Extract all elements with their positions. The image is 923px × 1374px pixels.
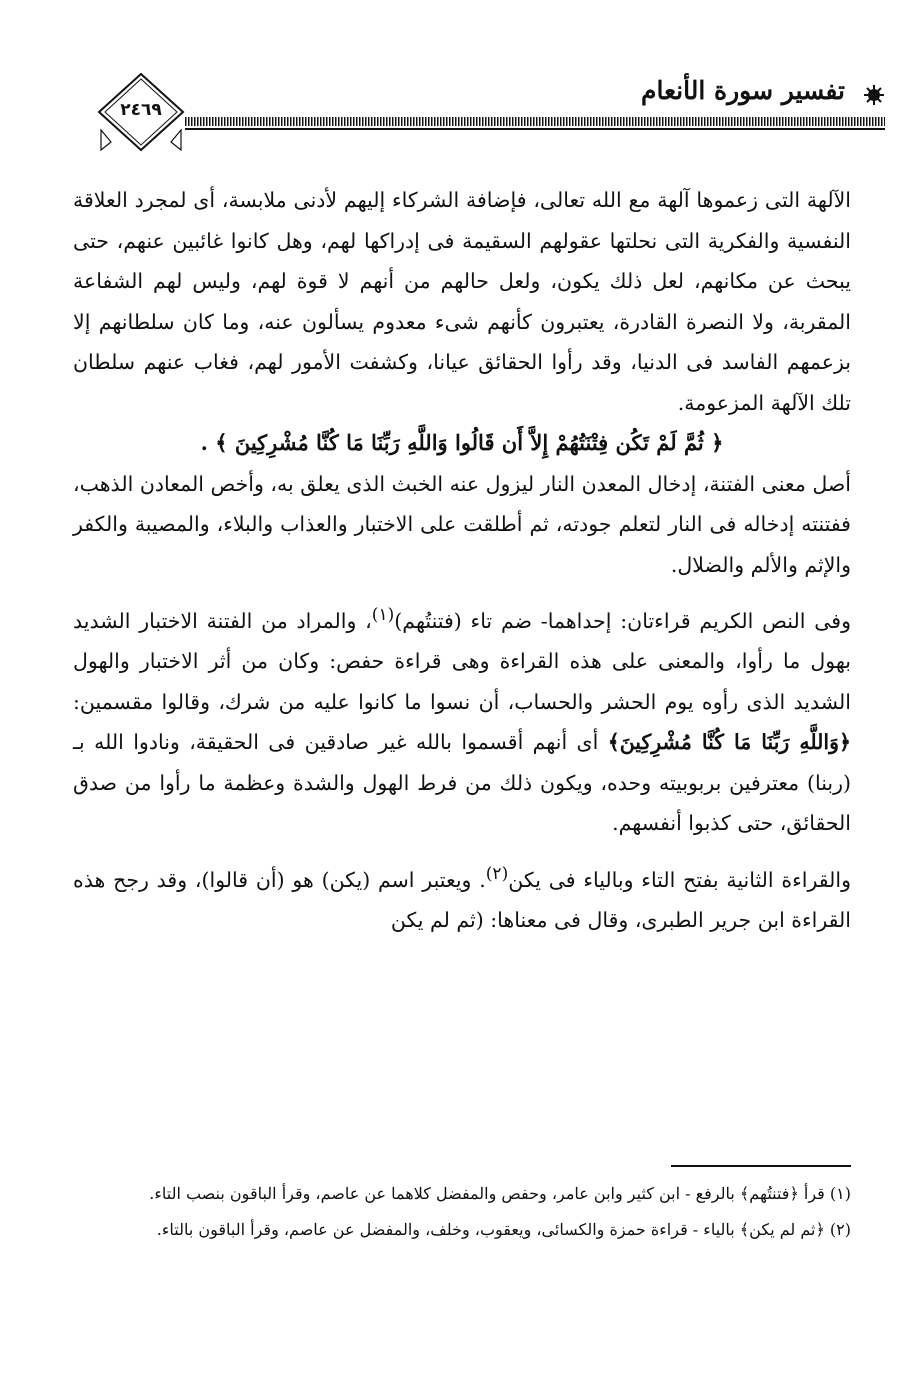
quran-verse: ﴿ ثُمَّ لَمْ تَكُن فِتْنَتُهُمْ إِلاَّ أَن قَالُوا وَاللَّهِ رَبِّنَا مَا كُنَّا مُشْرِكِينَ ﴾ . xyxy=(200,430,724,455)
header-rule-hatched xyxy=(185,117,885,126)
page-header xyxy=(95,70,885,160)
header-rule-line xyxy=(185,128,885,130)
footnote-ref-1: (١) xyxy=(371,605,395,625)
paragraph-2: أصل معنى الفتنة، إدخال المعدن النار ليزول عنه الخبث الذى يعلق به، وأخص المعادن الذهب، ففتنته إدخاله فى النار لتعلم جودته، ثم أطلقت على الاختبار والعذاب والبلاء، والمصيبة والكفر والإثم والألم والضلال. xyxy=(73,471,851,577)
footnotes xyxy=(73,1180,851,1252)
main-text xyxy=(73,180,851,941)
page-number: ٢٤٦٩ xyxy=(120,100,162,120)
footnote-divider xyxy=(671,1165,851,1167)
paragraph-1: الآلهة التى زعموها آلهة مع الله تعالى، فإضافة الشركاء إليهم لأدنى ملابسة، أى لمجرد العلاقة النفسية والفكرية التى نحلتها عقولهم السقيمة فى إدراكها لهم، وهل كانوا غائبين عنهم، حتى يبحث عن مكانهم، لعل ذلك يكون، ولعل حالهم من أنهم لا قوة لهم، وليس لهم الشفاعة المقربة، ولا النصرة القادرة، يعتبرون كأنهم شىء معدوم يسألون عنه، وما كان سلطانهم إلا بزعمهم الفاسد فى الدنيا، وقد رأوا الحقائق عيانا، وكشفت الأمور لهم، فغاب عنهم سلطان تلك الآلهة المزعومة. xyxy=(73,188,851,415)
paragraph-3-text-b: ، والمراد من الفتنة الاختبار الشديد بهول ما رأوا، والمعنى على هذه القراءة وهى قراءة حفص: وكان من أثر الاختبار والهول الشديد الذى رأوه يوم الحشر والحساب، أن نسوا ما كانوا عليه من شرك، وقالوا مقسمين: xyxy=(73,608,851,714)
inline-verse: ﴿وَاللَّهِ رَبِّنَا مَا كُنَّا مُشْرِكِينَ﴾ xyxy=(607,730,851,755)
paragraph-3-text-a: وفى النص الكريم قراءتان: إحداهما- ضم تاء (فتنتُهم) xyxy=(394,608,851,633)
flower-ornament-icon xyxy=(863,84,885,106)
footnote-2: (٢) ﴿ثم لم يكن﴾ بالياء - قراءة حمزة والكسائى، ويعقوب، وخلف، والمفضل عن عاصم، وقرأ الباقون بالتاء. xyxy=(156,1220,851,1239)
paragraph-3 xyxy=(73,595,851,844)
paragraph-4-text-b: . ويعتبر اسم (يكن) هو (أن قالوا)، وقد رجح هذه القراءة ابن جرير الطبرى، وقال فى معناها: (ثم لم يكن xyxy=(73,867,851,933)
paragraph-4-text-a: والقراءة الثانية بفتح التاء وبالياء فى يكن xyxy=(508,867,851,892)
footnote-ref-2: (٢) xyxy=(485,863,509,884)
paragraph-3-text-c: أى أنهم أقسموا بالله غير صادقين فى الحقيقة، ونادوا الله بـ (ربنا) معترفين بربوبيته وحده، ويكون ذلك من فرط الهول والشدة وعظمة ما رأوا من صدق الحقائق، حتى كذبوا أنفسهم. xyxy=(73,730,851,836)
footnote-1: (١) قرأ ﴿فتنتُهم﴾ بالرفع - ابن كثير وابن عامر، وحفص والمفضل كلاهما عن عاصم، وقرأ الباقون بنصب التاء. xyxy=(149,1184,851,1203)
paragraph-4 xyxy=(73,854,851,941)
running-title: تفسير سورة الأنعام xyxy=(641,76,845,105)
